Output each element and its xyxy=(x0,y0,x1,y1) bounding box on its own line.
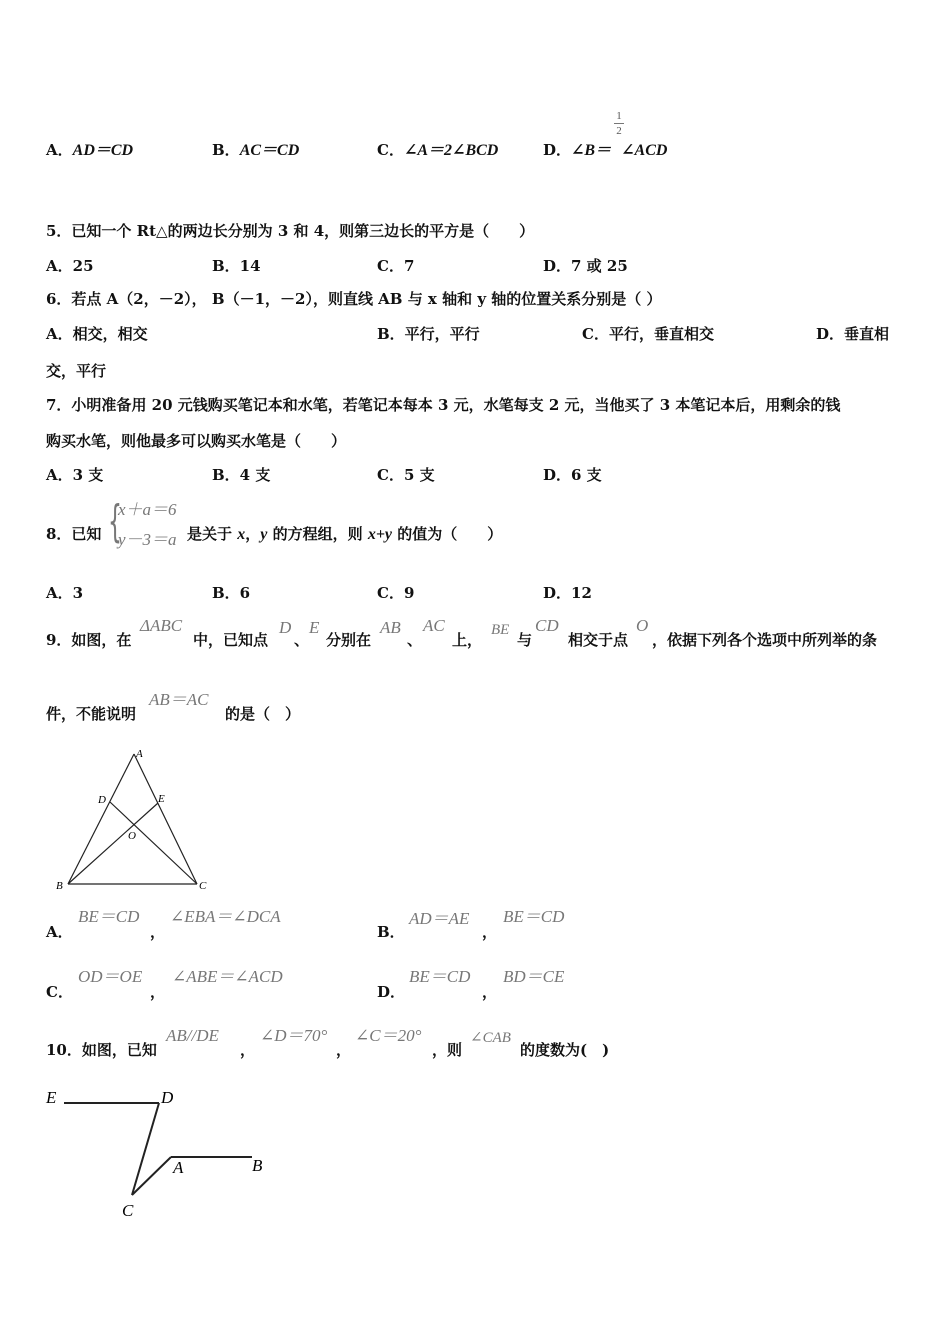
q9-option-d-math-1: BE＝CD xyxy=(409,967,471,986)
q9-math-be: BE xyxy=(491,622,510,638)
q7-stem-line2: 购买水笔，则他最多可以购买水笔是（ ） xyxy=(46,432,347,450)
q9-option-c-label: C． xyxy=(46,983,73,1001)
q8-text-1: 是关于 xyxy=(187,525,238,543)
q7-option-c: C．5 支 xyxy=(377,466,435,484)
q4-option-d xyxy=(543,140,667,161)
q9-option-d-label: D． xyxy=(377,983,406,1001)
q5-option-d: D．7 或 25 xyxy=(543,257,628,275)
q9-math-cd: CD xyxy=(535,616,559,635)
q10-sep-1: ， xyxy=(240,1041,256,1059)
q9-fig-side-ab xyxy=(68,754,134,884)
q6-stem: 6．若点 A（2，－2）， B（－1，－2），则直线 AB 与 x 轴和 y 轴的位置关系分别是（ ） xyxy=(46,290,662,308)
q9-text-8: 相交于点 xyxy=(568,631,629,649)
q10-math-parallel: AB//DE xyxy=(166,1026,219,1045)
q5-option-c: C．7 xyxy=(377,257,415,275)
q10-math-angle-c: ∠C＝20° xyxy=(355,1026,422,1045)
q8-prefix: 8．已知 xyxy=(46,525,102,543)
q10-fig-label-c: C xyxy=(122,1201,134,1220)
q9-math-ab: AB xyxy=(380,618,401,637)
q9-fig-segment-cd xyxy=(110,802,197,884)
q9-line2-pre: 件，不能说明 xyxy=(46,705,137,723)
q8-equation-2: y－3＝a xyxy=(118,530,177,549)
q4-option-c xyxy=(377,140,498,161)
q5-stem: 5．已知一个 Rt△的两边长分别为 3 和 4，则第三边长的平方是（ ） xyxy=(46,222,535,240)
q9-triangle-figure xyxy=(52,744,212,894)
q4-frac-numerator: 1 xyxy=(616,110,622,122)
q9-text-9: ，依据下列各个选项中所列举的条 xyxy=(652,631,878,649)
q7-option-b: B．4 支 xyxy=(212,466,271,484)
q9-math-e: E xyxy=(309,618,320,637)
q9-option-a-math-1: BE＝CD xyxy=(78,907,140,926)
q10-text-1: 10．如图，已知 xyxy=(46,1041,157,1059)
q4-d-pre: ∠B＝ xyxy=(571,142,612,159)
q8-text-2: ， xyxy=(245,525,261,543)
q7-option-a: A．3 支 xyxy=(46,466,104,484)
q9-fig-segment-be xyxy=(68,803,158,884)
q9-text-1: 9．如图，在 xyxy=(46,631,132,649)
q9-math-ac: AC xyxy=(423,616,445,635)
q9-option-b-math-1: AD＝AE xyxy=(409,909,470,928)
q4-d-label: D． xyxy=(543,141,572,159)
q9-math-d: D xyxy=(279,618,292,637)
q10-fig-label-d: D xyxy=(161,1088,174,1107)
q10-text-2: ，则 xyxy=(432,1041,463,1059)
q4-d-post: ∠ACD xyxy=(621,142,668,159)
q6-option-b: B．平行，平行 xyxy=(377,325,480,343)
q4-option-b xyxy=(212,140,299,161)
q8-option-d: D．12 xyxy=(543,584,592,602)
q8-option-b: B．6 xyxy=(212,584,251,602)
q9-line2-post: 的是（ ） xyxy=(225,705,301,723)
q10-fig-label-e: E xyxy=(46,1088,57,1107)
q9-option-b-label: B． xyxy=(377,923,405,941)
q4-c-label: C． xyxy=(377,141,404,159)
q9-line2-math: AB＝AC xyxy=(149,690,209,709)
q10-fig-label-b: B xyxy=(252,1156,263,1175)
q9-option-b-sep: ， xyxy=(482,923,498,941)
q9-text-3: 、 xyxy=(294,631,310,649)
q9-fig-label-d: D xyxy=(98,794,106,806)
q8-text-4: 的值为（ ） xyxy=(392,525,503,543)
q9-fig-label-b: B xyxy=(56,880,63,892)
q10-parallel-figure xyxy=(44,1084,284,1224)
q10-math-angle-d: ∠D＝70° xyxy=(260,1026,328,1045)
q4-option-a xyxy=(46,140,133,161)
q9-fig-label-e: E xyxy=(158,793,165,805)
q9-math-o: O xyxy=(636,616,649,635)
q8-option-c: C．9 xyxy=(377,584,415,602)
q9-text-4: 分别在 xyxy=(326,631,372,649)
q4-b-label: B． xyxy=(212,141,240,159)
q9-text-7: 与 xyxy=(517,631,533,649)
q9-fig-label-o: O xyxy=(128,830,136,842)
q8-expr: x+y xyxy=(367,526,393,543)
q9-option-c-sep: ， xyxy=(150,983,166,1001)
q7-option-d: D．6 支 xyxy=(543,466,602,484)
q5-option-b: B．14 xyxy=(212,257,261,275)
q9-fig-label-a: A xyxy=(136,748,143,760)
q6-option-a: A．相交，相交 xyxy=(46,325,148,343)
q10-math-cab: ∠CAB xyxy=(470,1030,511,1046)
q9-option-c-math-2: ∠ABE＝∠ACD xyxy=(172,967,283,986)
q9-option-d-math-2: BD＝CE xyxy=(503,967,565,986)
q8-text-3: 的方程组，则 xyxy=(267,525,368,543)
q9-option-d-sep: ， xyxy=(482,983,498,1001)
q10-sep-2: ， xyxy=(336,1041,352,1059)
q8-equation-1: x＋a＝6 xyxy=(118,500,177,519)
q4-c-text: ∠A＝2∠BCD xyxy=(403,142,499,159)
q10-fig-label-a: A xyxy=(173,1158,184,1177)
q8-var-x: x xyxy=(237,526,246,543)
q6-option-c: C．平行，垂直相交 xyxy=(582,325,714,343)
q6-option-d-line1: D．垂直相 xyxy=(816,325,890,343)
q9-option-a-label: A． xyxy=(46,923,73,941)
q9-fig-side-ac xyxy=(134,754,197,884)
q9-text-5: 、 xyxy=(407,631,423,649)
q9-option-c-math-1: OD＝OE xyxy=(78,967,143,986)
q9-option-a-math-2: ∠EBA＝∠DCA xyxy=(170,907,281,926)
q4-frac-denominator: 2 xyxy=(616,125,622,137)
q9-fig-label-c: C xyxy=(199,880,207,892)
q7-stem-line1: 7．小明准备用 20 元钱购买笔记本和水笔，若笔记本每本 3 元，水笔每支 2 元，当他买了 3 本笔记本后，用剩余的钱 xyxy=(46,396,841,414)
q4-a-text: AD＝CD xyxy=(72,142,134,159)
q9-text-2: 中，已知点 xyxy=(193,631,269,649)
q8-stem-rest xyxy=(187,524,502,545)
q9-option-b-math-2: BE＝CD xyxy=(503,907,565,926)
q5-option-a: A．25 xyxy=(46,257,94,275)
q8-option-a: A．3 xyxy=(46,584,84,602)
q8-var-y: y xyxy=(260,526,268,543)
q9-text-6: 上， xyxy=(452,631,483,649)
q6-option-d-line2: 交，平行 xyxy=(46,362,107,380)
q4-b-text: AC＝CD xyxy=(239,142,300,159)
q9-option-a-sep: ， xyxy=(150,923,166,941)
q8-system-brace: { xyxy=(108,496,122,547)
q4-a-label: A． xyxy=(46,141,73,159)
q9-math-abc: ΔABC xyxy=(140,616,183,635)
q10-text-3: 的度数为( ) xyxy=(520,1041,610,1059)
q4-frac-line xyxy=(614,123,624,124)
